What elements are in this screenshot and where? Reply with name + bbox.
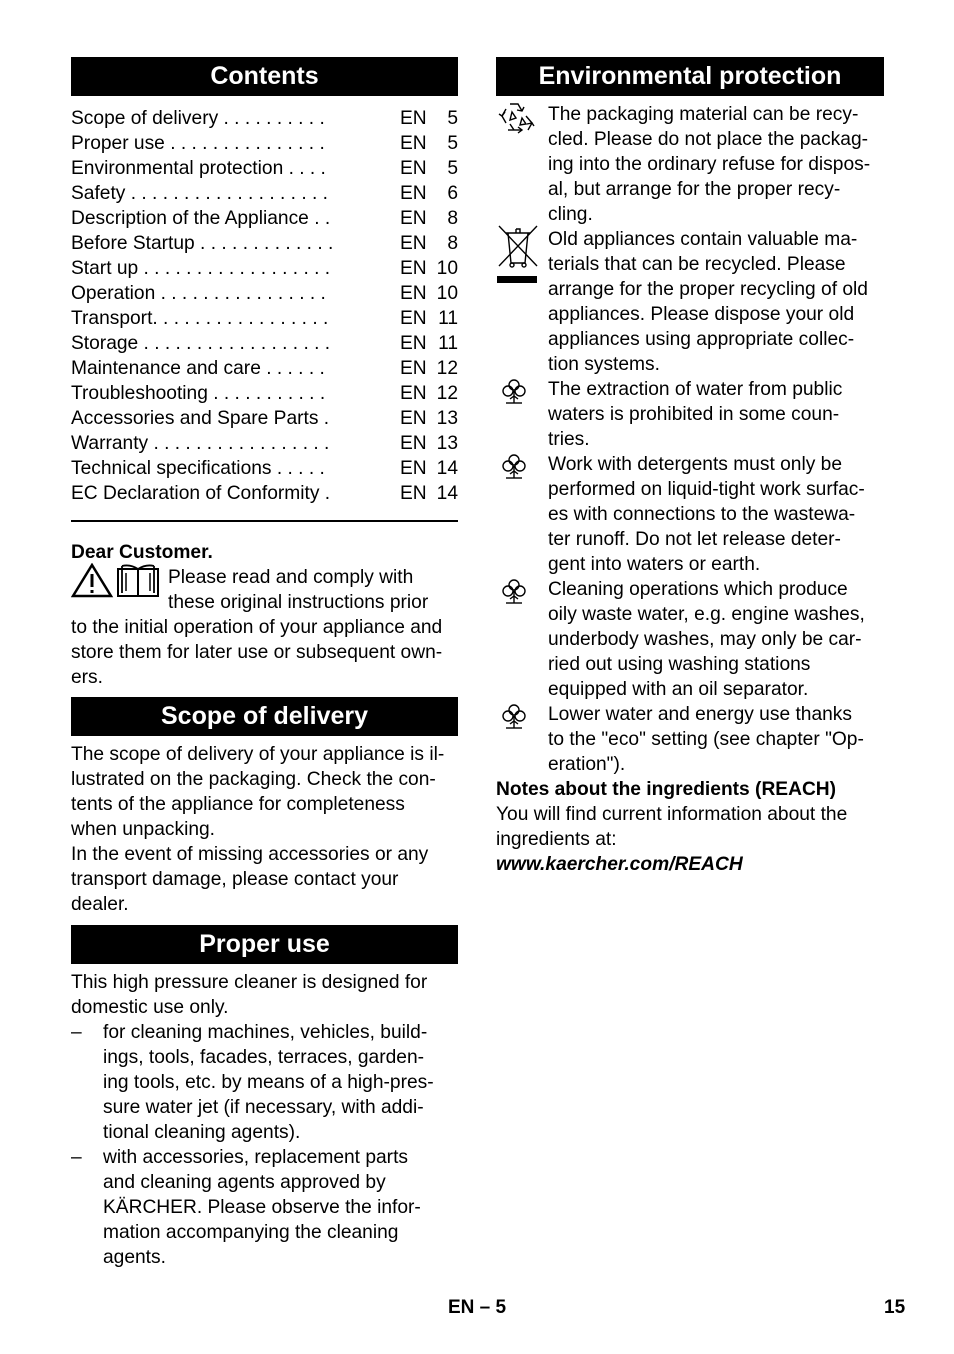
environment-line: ter runoff. Do not let release deter- — [548, 529, 841, 550]
toc-entry[interactable] — [71, 306, 458, 331]
environment-item — [496, 377, 884, 452]
toc-entry[interactable] — [71, 256, 458, 281]
toc-entry-lang: EN — [400, 458, 427, 479]
contents-heading: Contents — [71, 57, 458, 96]
toc-entry-title: Storage . . . . . . . . . . . . . . . . . . — [71, 333, 331, 354]
reach-line: ingredients at: — [496, 829, 617, 850]
toc-entry-lang: EN — [400, 183, 427, 204]
toc-entry-page: 5 — [447, 108, 458, 129]
environment-line: appliances using appropriate collec- — [548, 329, 855, 350]
environment-line: Work with detergents must only be — [548, 454, 842, 475]
toc-entry-title: Environmental protection . . . . — [71, 158, 326, 179]
toc-entry-title: Safety . . . . . . . . . . . . . . . . . . . — [71, 183, 328, 204]
contents-divider — [71, 520, 458, 522]
proper-use-body — [71, 970, 458, 1270]
environment-line: The packaging material can be recy- — [548, 104, 859, 125]
bullet-line: sure water jet (if necessary, with addi- — [103, 1097, 424, 1118]
tree-icon — [500, 377, 528, 412]
environment-line: oily waste water, e.g. engine washes, — [548, 604, 865, 625]
toc-entry[interactable] — [71, 406, 458, 431]
toc-entry[interactable] — [71, 281, 458, 306]
toc-entry-lang: EN — [400, 483, 427, 504]
toc-entry-page: 8 — [447, 233, 458, 254]
tree-icon — [500, 577, 528, 612]
toc-entry-title: Transport. . . . . . . . . . . . . . . . . — [71, 308, 329, 329]
environment-item — [496, 452, 884, 577]
bullet-line: for cleaning machines, vehicles, build- — [103, 1022, 428, 1043]
environment-line: tries. — [548, 429, 590, 450]
toc-entry-lang: EN — [400, 383, 427, 404]
toc-entry[interactable] — [71, 106, 458, 131]
scope-body — [71, 742, 458, 917]
toc-entry[interactable] — [71, 381, 458, 406]
toc-entry-page: 8 — [447, 208, 458, 229]
environment-line: Lower water and energy use thanks — [548, 704, 852, 725]
toc-entry-title: Maintenance and care . . . . . . — [71, 358, 325, 379]
environment-line: Old appliances contain valuable ma- — [548, 229, 858, 250]
toc-entry-lang: EN — [400, 233, 427, 254]
toc-entry[interactable] — [71, 331, 458, 356]
toc-entry-page: 14 — [436, 458, 458, 479]
toc-entry-lang: EN — [400, 283, 427, 304]
environment-line: cled. Please do not place the packag- — [548, 129, 869, 150]
left-column — [71, 57, 458, 1270]
bullet-line: ings, tools, facades, terraces, garden- — [103, 1047, 425, 1068]
toc-entry-page: 11 — [438, 333, 458, 354]
warning-manual-icon — [71, 563, 163, 599]
environment-line: ried out using washing stations — [548, 654, 811, 675]
environment-line: es with connections to the wastewa- — [548, 504, 856, 525]
toc-entry-page: 13 — [436, 433, 458, 454]
environment-line: to the "eco" setting (see chapter "Op- — [548, 729, 864, 750]
environment-line: Cleaning operations which produce — [548, 579, 848, 600]
toc-entry[interactable] — [71, 456, 458, 481]
toc-entry-page: 5 — [447, 158, 458, 179]
toc-entry[interactable] — [71, 156, 458, 181]
scope-heading: Scope of delivery — [71, 697, 458, 736]
toc-entry-lang: EN — [400, 433, 427, 454]
proper-use-intro: domestic use only. — [71, 997, 229, 1018]
toc-entry-page: 6 — [447, 183, 458, 204]
dear-customer-section — [71, 540, 458, 690]
proper-use-bullet-1 — [71, 1020, 458, 1145]
toc-entry[interactable] — [71, 206, 458, 231]
environment-line: tion systems. — [548, 354, 660, 375]
toc-entry[interactable] — [71, 131, 458, 156]
environment-line: underbody washes, may only be car- — [548, 629, 862, 650]
toc-entry-page: 11 — [438, 308, 458, 329]
footer-section-label: EN – 5 — [448, 1297, 507, 1318]
scope-line: In the event of missing accessories or any — [71, 844, 429, 865]
reach-link[interactable]: www.kaercher.com/REACH — [496, 854, 743, 875]
bullet-line: KÄRCHER. Please observe the infor- — [103, 1197, 421, 1218]
toc-entry-title: Accessories and Spare Parts . — [71, 408, 330, 429]
toc-entry-lang: EN — [400, 108, 427, 129]
reach-line: You will find current information about the — [496, 804, 848, 825]
scope-line: transport damage, please contact your — [71, 869, 399, 890]
environment-line: terials that can be recycled. Please — [548, 254, 846, 275]
scope-line: when unpacking. — [71, 819, 216, 840]
proper-use-bullet-2 — [71, 1145, 458, 1270]
toc-entry-title: Technical specifications . . . . . — [71, 458, 325, 479]
toc-entry-page: 12 — [436, 383, 458, 404]
toc-entry-title: Before Startup . . . . . . . . . . . . . — [71, 233, 334, 254]
tree-icon — [500, 452, 528, 487]
scope-line: tents of the appliance for completeness — [71, 794, 405, 815]
toc-entry-title: Operation . . . . . . . . . . . . . . . . — [71, 283, 326, 304]
toc-entry-lang: EN — [400, 208, 427, 229]
environment-line: eration"). — [548, 754, 626, 775]
environment-item — [496, 577, 884, 702]
toc-entry-lang: EN — [400, 333, 427, 354]
environment-line: ing into the ordinary refuse for dispos- — [548, 154, 871, 175]
proper-use-intro: This high pressure cleaner is designed for — [71, 972, 428, 993]
dear-customer-heading: Dear Customer. — [71, 542, 213, 563]
bullet-dash: – — [71, 1022, 82, 1043]
toc-entry-lang: EN — [400, 358, 427, 379]
environment-line: appliances. Please dispose your old — [548, 304, 855, 325]
environment-line: The extraction of water from public — [548, 379, 843, 400]
environment-line: arrange for the proper recycling of old — [548, 279, 868, 300]
toc-entry-title: Scope of delivery . . . . . . . . . . — [71, 108, 325, 129]
toc-entry-title: EC Declaration of Conformity . — [71, 483, 331, 504]
toc-entry-lang: EN — [400, 258, 427, 279]
environment-line: cling. — [548, 204, 593, 225]
right-column — [496, 57, 884, 877]
environment-heading: Environmental protection — [496, 57, 884, 96]
toc-entry-lang: EN — [400, 408, 427, 429]
recycle-icon — [496, 100, 540, 145]
warning-block — [71, 565, 458, 690]
toc-entry-title: Warranty . . . . . . . . . . . . . . . . . — [71, 433, 330, 454]
toc-entry[interactable] — [71, 231, 458, 256]
bullet-line: and cleaning agents approved by — [103, 1172, 386, 1193]
toc-entry-title: Start up . . . . . . . . . . . . . . . . . . — [71, 258, 331, 279]
toc-entry-title: Proper use . . . . . . . . . . . . . . . — [71, 133, 325, 154]
bullet-line: tional cleaning agents). — [103, 1122, 301, 1143]
tree-icon — [500, 702, 528, 737]
toc-entry-page: 12 — [436, 358, 458, 379]
toc-entry-page: 10 — [436, 283, 458, 304]
toc-entry[interactable] — [71, 181, 458, 206]
bullet-line: with accessories, replacement parts — [103, 1147, 408, 1168]
environment-item — [496, 227, 884, 377]
toc-entry-page: 13 — [436, 408, 458, 429]
toc-entry-title: Troubleshooting . . . . . . . . . . . — [71, 383, 326, 404]
dear-customer-line-1: Please read and comply with — [168, 567, 414, 588]
bullet-line: mation accompanying the cleaning — [103, 1222, 399, 1243]
toc-entry-lang: EN — [400, 308, 427, 329]
dear-customer-line-4: store them for later use or subsequent own- — [71, 642, 443, 663]
crossed-bin-icon — [496, 223, 540, 294]
environment-line: gent into waters or earth. — [548, 554, 761, 575]
reach-heading: Notes about the ingredients (REACH) — [496, 779, 837, 800]
toc-entry-page: 10 — [436, 258, 458, 279]
bullet-dash: – — [71, 1147, 82, 1168]
table-of-contents — [71, 106, 458, 506]
scope-line: The scope of delivery of your appliance is il- — [71, 744, 445, 765]
footer-page-number: 15 — [884, 1297, 906, 1318]
environment-line: waters is prohibited in some coun- — [548, 404, 840, 425]
environment-line: al, but arrange for the proper recy- — [548, 179, 841, 200]
scope-line: dealer. — [71, 894, 129, 915]
dear-customer-line-3: to the initial operation of your appliance and — [71, 617, 443, 638]
bullet-line: agents. — [103, 1247, 166, 1268]
toc-entry-lang: EN — [400, 158, 427, 179]
toc-entry-title: Description of the Appliance . . — [71, 208, 331, 229]
toc-entry-page: 5 — [447, 133, 458, 154]
dear-customer-line-5: ers. — [71, 667, 103, 688]
toc-entry[interactable] — [71, 356, 458, 381]
environment-line: performed on liquid-tight work surfac- — [548, 479, 865, 500]
bullet-line: ing tools, etc. by means of a high-pres- — [103, 1072, 434, 1093]
toc-entry-page: 14 — [436, 483, 458, 504]
toc-entry[interactable] — [71, 481, 458, 506]
environment-items — [496, 102, 884, 777]
environment-item — [496, 702, 884, 777]
toc-entry-lang: EN — [400, 133, 427, 154]
environment-line: equipped with an oil separator. — [548, 679, 809, 700]
toc-entry[interactable] — [71, 431, 458, 456]
environment-item — [496, 102, 884, 227]
dear-customer-line-2: these original instructions prior — [168, 592, 429, 613]
proper-use-heading: Proper use — [71, 925, 458, 964]
scope-line: lustrated on the packaging. Check the con- — [71, 769, 436, 790]
